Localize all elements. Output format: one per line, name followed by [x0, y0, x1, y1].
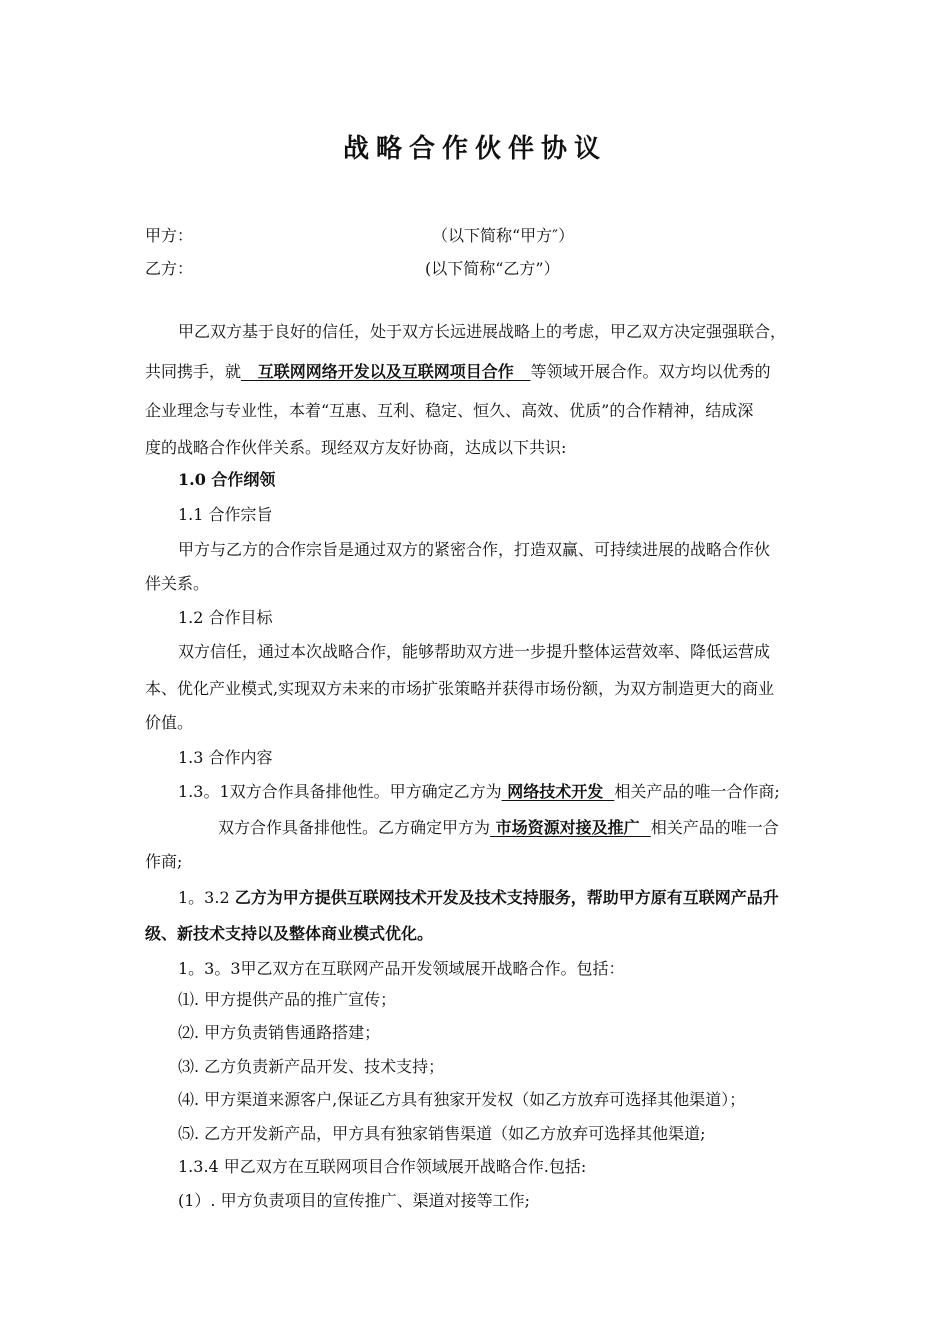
section-1-2-line-2: 本、优化产业模式,实现双方未来的市场扩张策略并获得市场份额，为双方制造更大的商业 — [145, 679, 775, 698]
section-1-2-line-1: 双方信任，通过本次战略合作，能够帮助双方进一步提升整体运营效率、降低运营成 — [178, 642, 771, 661]
party-b-label: 乙方： — [145, 259, 194, 278]
list-item-5: ⑸. 乙方开发新产品，甲方具有独家销售渠道（如乙方放弃可选择其他渠道; — [178, 1124, 706, 1143]
clause-1-3-2-line-1 — [178, 884, 779, 912]
party-a-label: 甲方： — [145, 226, 194, 245]
intro-line-4: 度的战略合作伙伴关系。现经双方友好协商，达成以下共识: — [145, 438, 567, 457]
clause-1-3-1-blank: 网络技术开发 — [501, 782, 615, 801]
list-item-3: ⑶. 乙方负责新产品开发、技术支持； — [178, 1057, 445, 1076]
clause-1-3-4-item-1: (1）. 甲方负责项目的宣传推广、渠道对接等工作; — [178, 1191, 530, 1210]
clause-1-3-1b-suffix: 相关产品的唯一合 — [650, 818, 779, 837]
section-1-3-heading: 1.3 合作内容 — [178, 748, 273, 767]
cooperation-field-blank: 互联网网络开发以及互联网项目合作 — [241, 362, 531, 381]
intro-line-2 — [145, 358, 770, 386]
intro-line-1: 甲乙双方基于良好的信任，处于双方长远进展战略上的考虑，甲乙双方决定强强联合， — [178, 322, 787, 341]
document-title: 战略合作伙伴协议 — [342, 134, 607, 164]
section-1-2-line-3: 价值。 — [145, 713, 194, 732]
intro-line-3: 企业理念与专业性，本着“互惠、互利、稳定、恒久、高效、优质”的合作精神，结成深 — [145, 401, 754, 420]
section-1-1-line-2: 伴关系。 — [145, 574, 210, 593]
clause-1-3-3: 1。3。3甲乙双方在互联网产品开发领域展开战略合作。包括： — [178, 959, 625, 978]
section-1-1-line-1: 甲方与乙方的合作宗旨是通过双方的紧密合作，打造双赢、可持续进展的战略合作伙 — [178, 540, 771, 559]
intro-line-2-suffix: 等领域开展合作。双方均以优秀的 — [530, 362, 771, 381]
clause-1-3-1-line — [178, 778, 780, 806]
list-item-1: ⑴. 甲方提供产品的推广宣传； — [178, 990, 397, 1009]
clause-1-3-4: 1.3.4 甲乙双方在互联网项目合作领域展开战略合作.包括: — [178, 1157, 587, 1176]
list-item-4: ⑷. 甲方渠道来源客户,保证乙方具有独家开发权（如乙方放弃可选择其他渠道）； — [178, 1090, 746, 1109]
party-b-note: (以下简称“乙方”） — [425, 259, 560, 278]
clause-1-3-1-suffix: 相关产品的唯一合作商; — [614, 782, 780, 801]
clause-1-3-1b-cont: 作商; — [145, 852, 183, 871]
clause-1-3-1-prefix: 1.3。1双方合作具备排他性。甲方确定乙方为 — [178, 782, 502, 801]
clause-1-3-2-line-2: 级、新技术支持以及整体商业模式优化。 — [145, 924, 434, 943]
clause-1-3-2-text: 乙方为甲方提供互联网技术开发及技术支持服务，帮助甲方原有互联网产品升 — [234, 888, 779, 907]
section-1-1-heading: 1.1 合作宗旨 — [178, 505, 273, 524]
clause-1-3-1b-prefix: 双方合作具备排他性。乙方确定甲方为 — [218, 818, 491, 837]
clause-1-3-1b-blank: 市场资源对接及推广 — [490, 818, 651, 837]
section-1-2-heading: 1.2 合作目标 — [178, 608, 273, 627]
clause-1-3-1b-line — [218, 814, 779, 842]
list-item-2: ⑵. 甲方负责销售通路搭建； — [178, 1023, 381, 1042]
section-1-0-heading: 1.0 合作纲领 — [178, 470, 276, 489]
intro-line-2-prefix: 共同携手，就 — [145, 362, 242, 381]
party-a-note: （以下简称“甲方″） — [432, 226, 575, 245]
clause-1-3-2-number: 1。3.2 — [178, 888, 235, 907]
